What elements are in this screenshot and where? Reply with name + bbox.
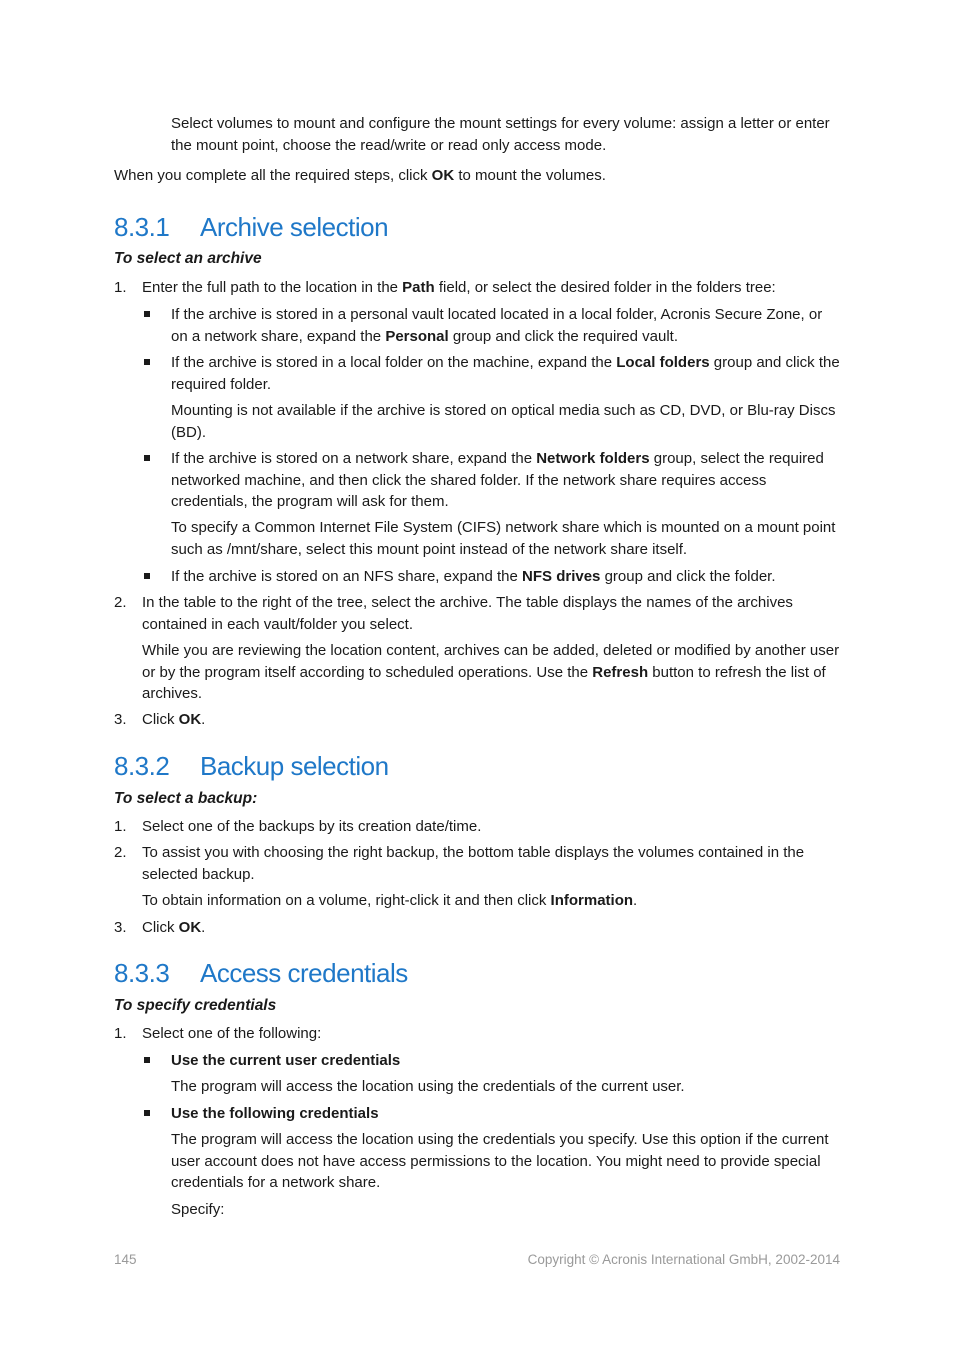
specify-label: Specify: <box>171 1201 225 1218</box>
section-number: 8.3.2 <box>114 751 170 781</box>
bullet-item: If the archive is stored on a network share, expand the Network folders group, select the required networked machine, and then click the shared folder. If the network share requires access credentials, the program will ask for them. <box>114 448 841 513</box>
section-title: Archive selection <box>200 212 389 242</box>
procedure-title: To select an archive <box>114 250 262 267</box>
section-heading-archive-selection <box>114 212 388 243</box>
copyright-notice: Copyright © Acronis International GmbH, 2002-2014 <box>527 1252 840 1267</box>
bullet-square-icon <box>144 1057 150 1063</box>
step-item: 1. Select one of the following: <box>114 1025 322 1042</box>
step-item: 2. In the table to the right of the tree, select the archive. The table displays the names of the archives contained in each vault/folder you select. <box>114 594 793 633</box>
note-paragraph: While you are reviewing the location content, archives can be added, deleted or modified by another user or by the program itself according to scheduled operations. Use the Refresh button to refresh the list of archives. <box>142 642 840 703</box>
bullet-item: If the archive is stored in a local folder on the machine, expand the Local folders group and click the required folder. <box>114 352 841 395</box>
section-title: Backup selection <box>200 751 389 781</box>
bullet-item: If the archive is stored on an NFS share, expand the NFS drives group and click the folder. <box>114 566 841 588</box>
note-paragraph: To specify a Common Internet File System (CIFS) network share which is mounted on a mount point such as /mnt/share, select this mount point instead of the network share itself. <box>171 519 836 558</box>
note-paragraph: The program will access the location using the credentials of the current user. <box>171 1078 685 1095</box>
step-item: 2. To assist you with choosing the right backup, the bottom table displays the volumes contained in the selected backup. <box>114 844 805 883</box>
step-item: 3. Click OK. <box>114 711 206 728</box>
bullet-square-icon <box>144 1110 150 1116</box>
bullet-square-icon <box>144 573 150 579</box>
bullet-item: If the archive is stored in a personal vault located located in a local folder, Acronis Secure Zone, or on a network share, expand the Personal group and click the required vault. <box>114 304 841 347</box>
note-paragraph: To obtain information on a volume, right-click it and then click Information. <box>142 892 638 909</box>
intro-complete-paragraph: When you complete all the required steps, click OK to mount the volumes. <box>114 167 606 184</box>
section-heading-backup-selection <box>114 751 389 782</box>
procedure-title: To specify credentials <box>114 997 277 1014</box>
section-heading-access-credentials <box>114 958 408 989</box>
step-item: 3. Click OK. <box>114 919 206 936</box>
section-title: Access credentials <box>200 958 408 988</box>
intro-indented-paragraph: Select volumes to mount and configure the mount settings for every volume: assign a letter or enter the mount point, choose the read/write or read only access mode. <box>171 115 830 154</box>
note-paragraph: The program will access the location using the credentials you specify. Use this option if the current user account does not have access permissions to the location. You might need to provide special credentials for a network share. <box>171 1131 829 1192</box>
step-item: 1. Select one of the backups by its creation date/time. <box>114 818 482 835</box>
section-number: 8.3.1 <box>114 212 170 242</box>
bullet-square-icon <box>144 311 150 317</box>
note-paragraph: Mounting is not available if the archive is stored on optical media such as CD, DVD, or Blu-ray Discs (BD). <box>171 402 836 441</box>
bullet-square-icon <box>144 455 150 461</box>
bullet-square-icon <box>144 359 150 365</box>
bullet-item: Use the current user credentials <box>114 1050 841 1072</box>
section-number: 8.3.3 <box>114 958 170 988</box>
page-footer <box>114 1252 840 1267</box>
page-number: 145 <box>114 1252 137 1267</box>
procedure-title: To select a backup: <box>114 790 258 807</box>
step-item: 1. Enter the full path to the location in the Path field, or select the desired folder in the folders tree: <box>114 279 776 296</box>
bullet-item: Use the following credentials <box>114 1103 841 1125</box>
